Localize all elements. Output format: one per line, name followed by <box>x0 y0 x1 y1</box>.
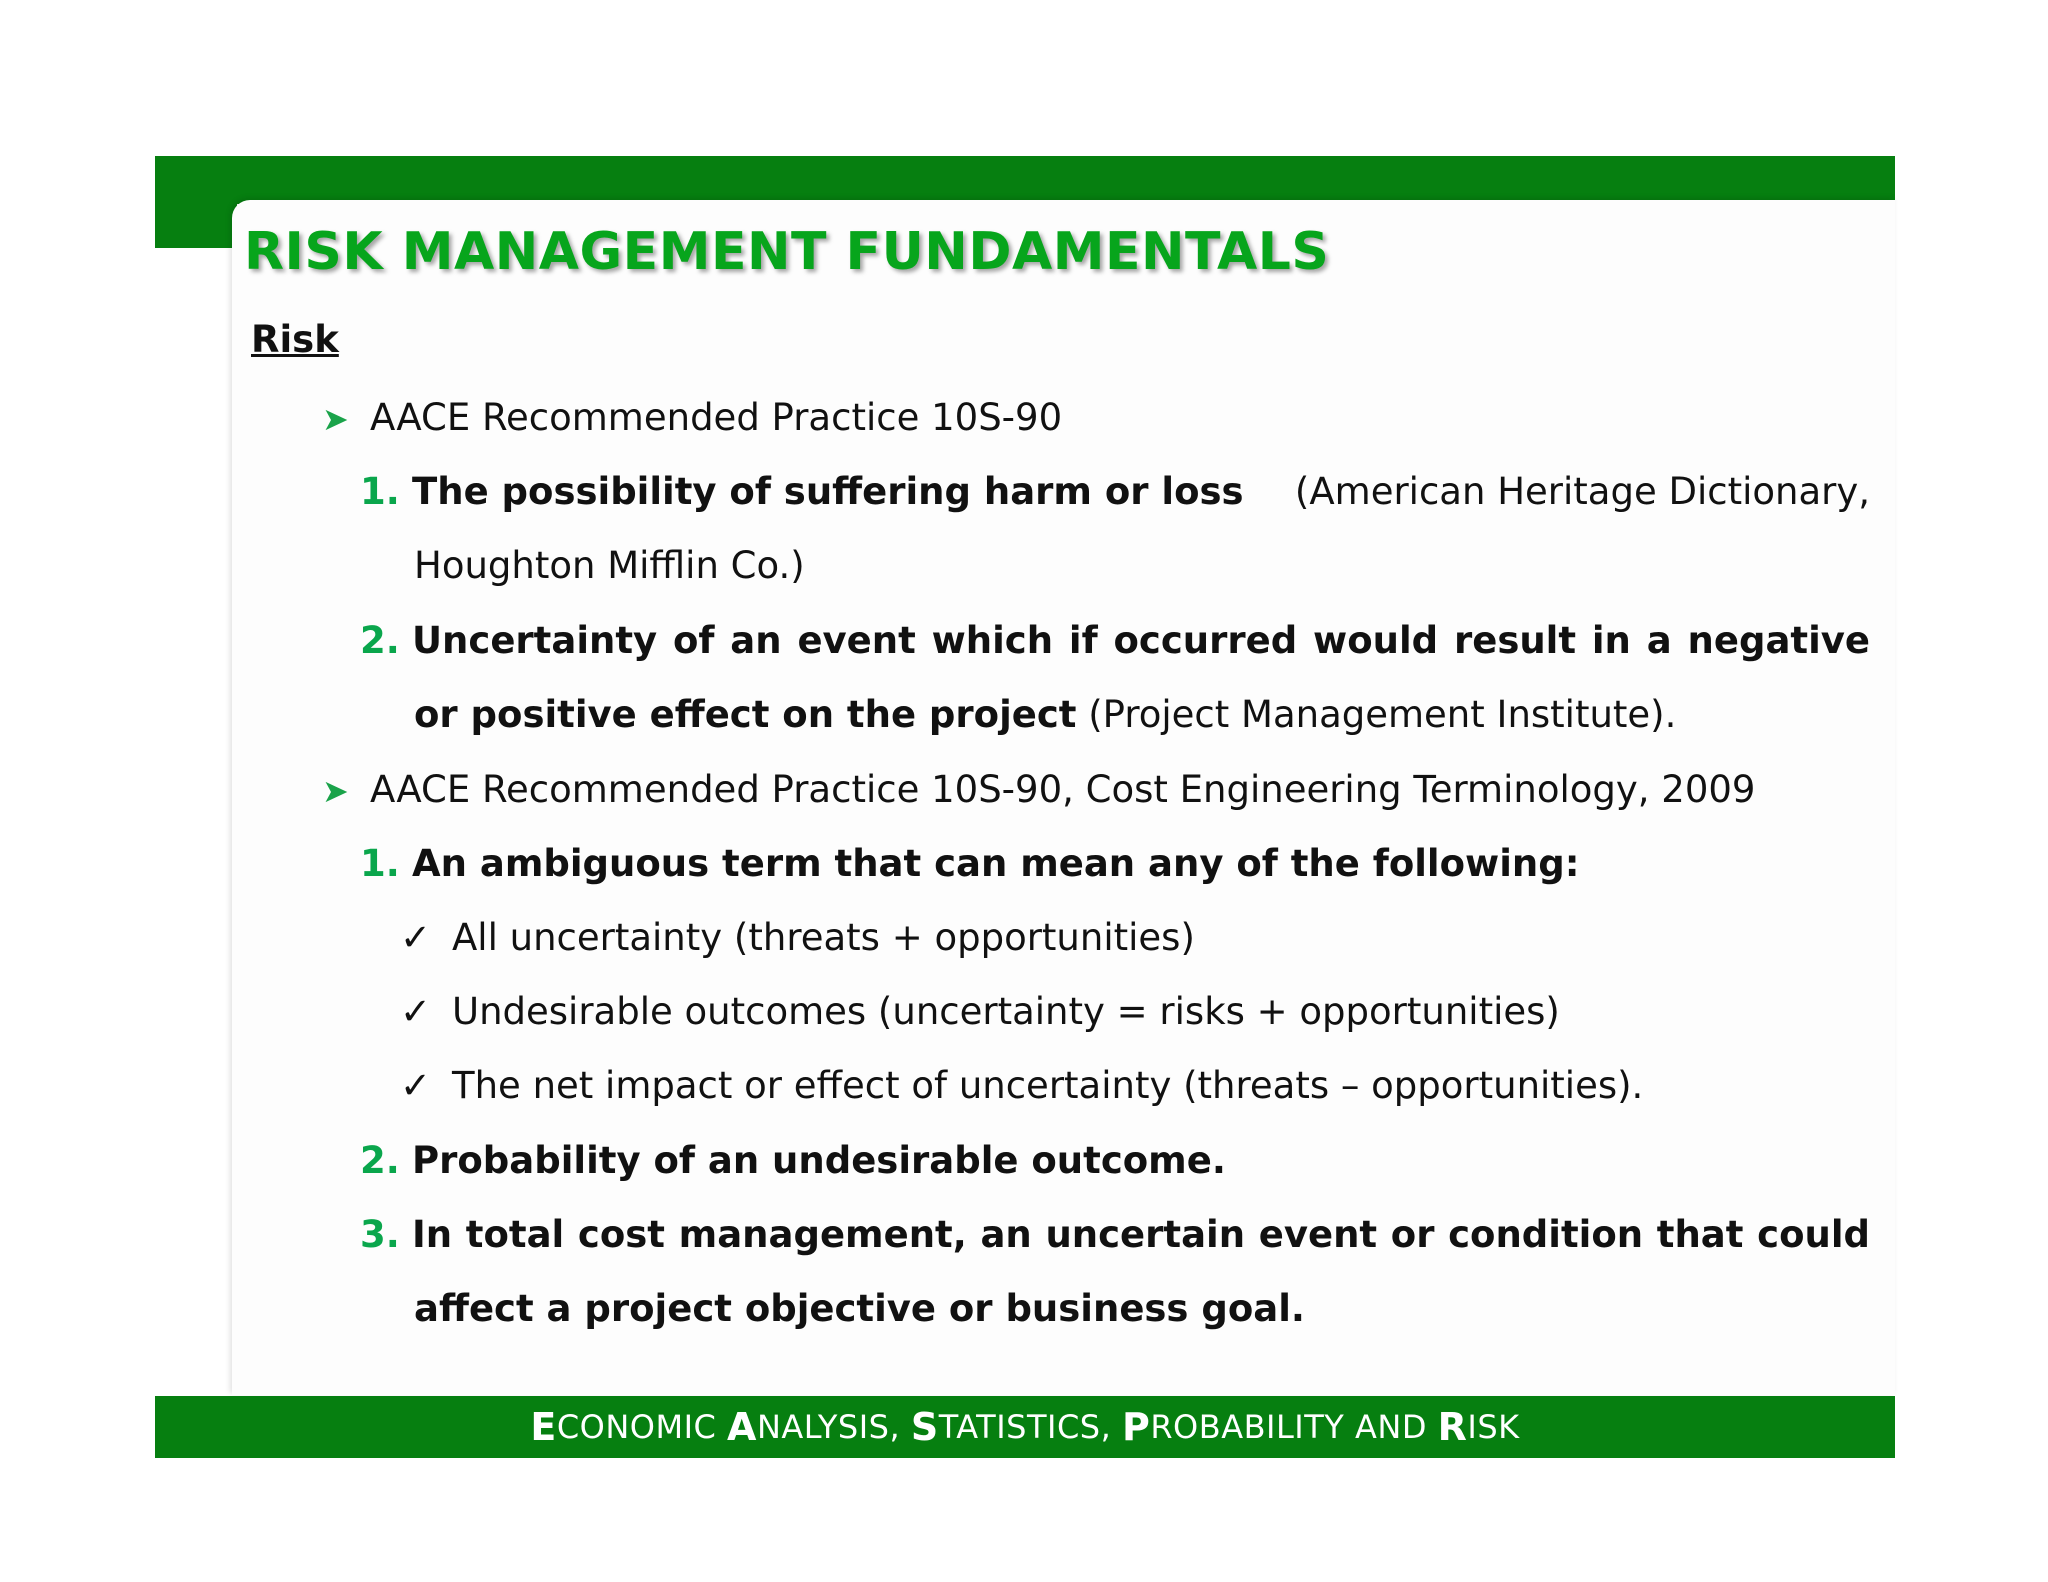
header-tab <box>155 200 237 248</box>
arrow-bullet-icon: ➤ <box>322 400 349 438</box>
item-bold-text: Uncertainty of an event which if occurred would result in a negative <box>412 619 1870 662</box>
item-number: 1. <box>360 842 400 885</box>
check-text: Undesirable outcomes (uncertainty = risks + opportunities) <box>452 990 1560 1033</box>
check-text: The net impact or effect of uncertainty (threats – opportunities). <box>452 1064 1644 1107</box>
item-continuation: Houghton Mifflin Co.) <box>414 544 805 587</box>
numbered-item <box>360 840 1580 888</box>
checkmark-icon: ✓ <box>400 990 432 1033</box>
section-heading: Risk <box>251 318 339 361</box>
item-number: 3. <box>360 1213 400 1256</box>
footer-word: ISK <box>1467 1408 1520 1446</box>
footer-bar <box>155 1396 1895 1458</box>
footer-word: CONOMIC <box>556 1408 728 1446</box>
footer-initial: P <box>1121 1405 1151 1449</box>
numbered-item <box>360 1137 1226 1185</box>
bullet-text: AACE Recommended Practice 10S-90 <box>370 396 1063 439</box>
item-continuation: affect a project objective or business goal. <box>414 1287 1305 1330</box>
checkmark-icon: ✓ <box>400 1064 432 1107</box>
numbered-item <box>360 468 1870 516</box>
check-text: All uncertainty (threats + opportunities) <box>452 916 1195 959</box>
item-bold-text: The possibility of suffering harm or loss <box>412 470 1244 513</box>
item-bold-text: or positive effect on the project <box>414 693 1077 736</box>
numbered-item-line <box>360 468 1244 516</box>
item-bold-text: An ambiguous term that can mean any of the following: <box>412 842 1580 885</box>
footer-initial: E <box>530 1405 557 1449</box>
item-bold-text: In total cost management, an uncertain event or condition that could <box>412 1213 1870 1256</box>
item-continuation <box>414 691 1676 739</box>
slide-title: RISK MANAGEMENT FUNDAMENTALS <box>244 222 1330 282</box>
footer-word: NALYSIS, <box>756 1408 911 1446</box>
numbered-item <box>360 617 1870 665</box>
numbered-item <box>360 1211 1870 1259</box>
bullet-item <box>322 394 1062 443</box>
check-item <box>400 1062 1643 1110</box>
checkmark-icon: ✓ <box>400 916 432 959</box>
arrow-bullet-icon: ➤ <box>322 772 349 810</box>
footer-word: TATISTICS, <box>938 1408 1122 1446</box>
item-citation: (American Heritage Dictionary, <box>1294 470 1870 513</box>
item-number: 2. <box>360 1139 400 1182</box>
item-citation: (Project Management Institute). <box>1076 693 1677 736</box>
bullet-item <box>322 766 1755 815</box>
bullet-text: AACE Recommended Practice 10S-90, Cost Engineering Terminology, 2009 <box>370 768 1756 811</box>
footer-initial: S <box>910 1405 939 1449</box>
check-item <box>400 914 1195 962</box>
check-item <box>400 988 1560 1036</box>
item-number: 1. <box>360 470 400 513</box>
item-number: 2. <box>360 619 400 662</box>
item-bold-text: Probability of an undesirable outcome. <box>412 1139 1226 1182</box>
footer-initial: R <box>1437 1405 1468 1449</box>
header-bar <box>155 156 1895 204</box>
footer-initial: A <box>727 1405 757 1449</box>
footer-word: ROBABILITY AND <box>1150 1408 1438 1446</box>
